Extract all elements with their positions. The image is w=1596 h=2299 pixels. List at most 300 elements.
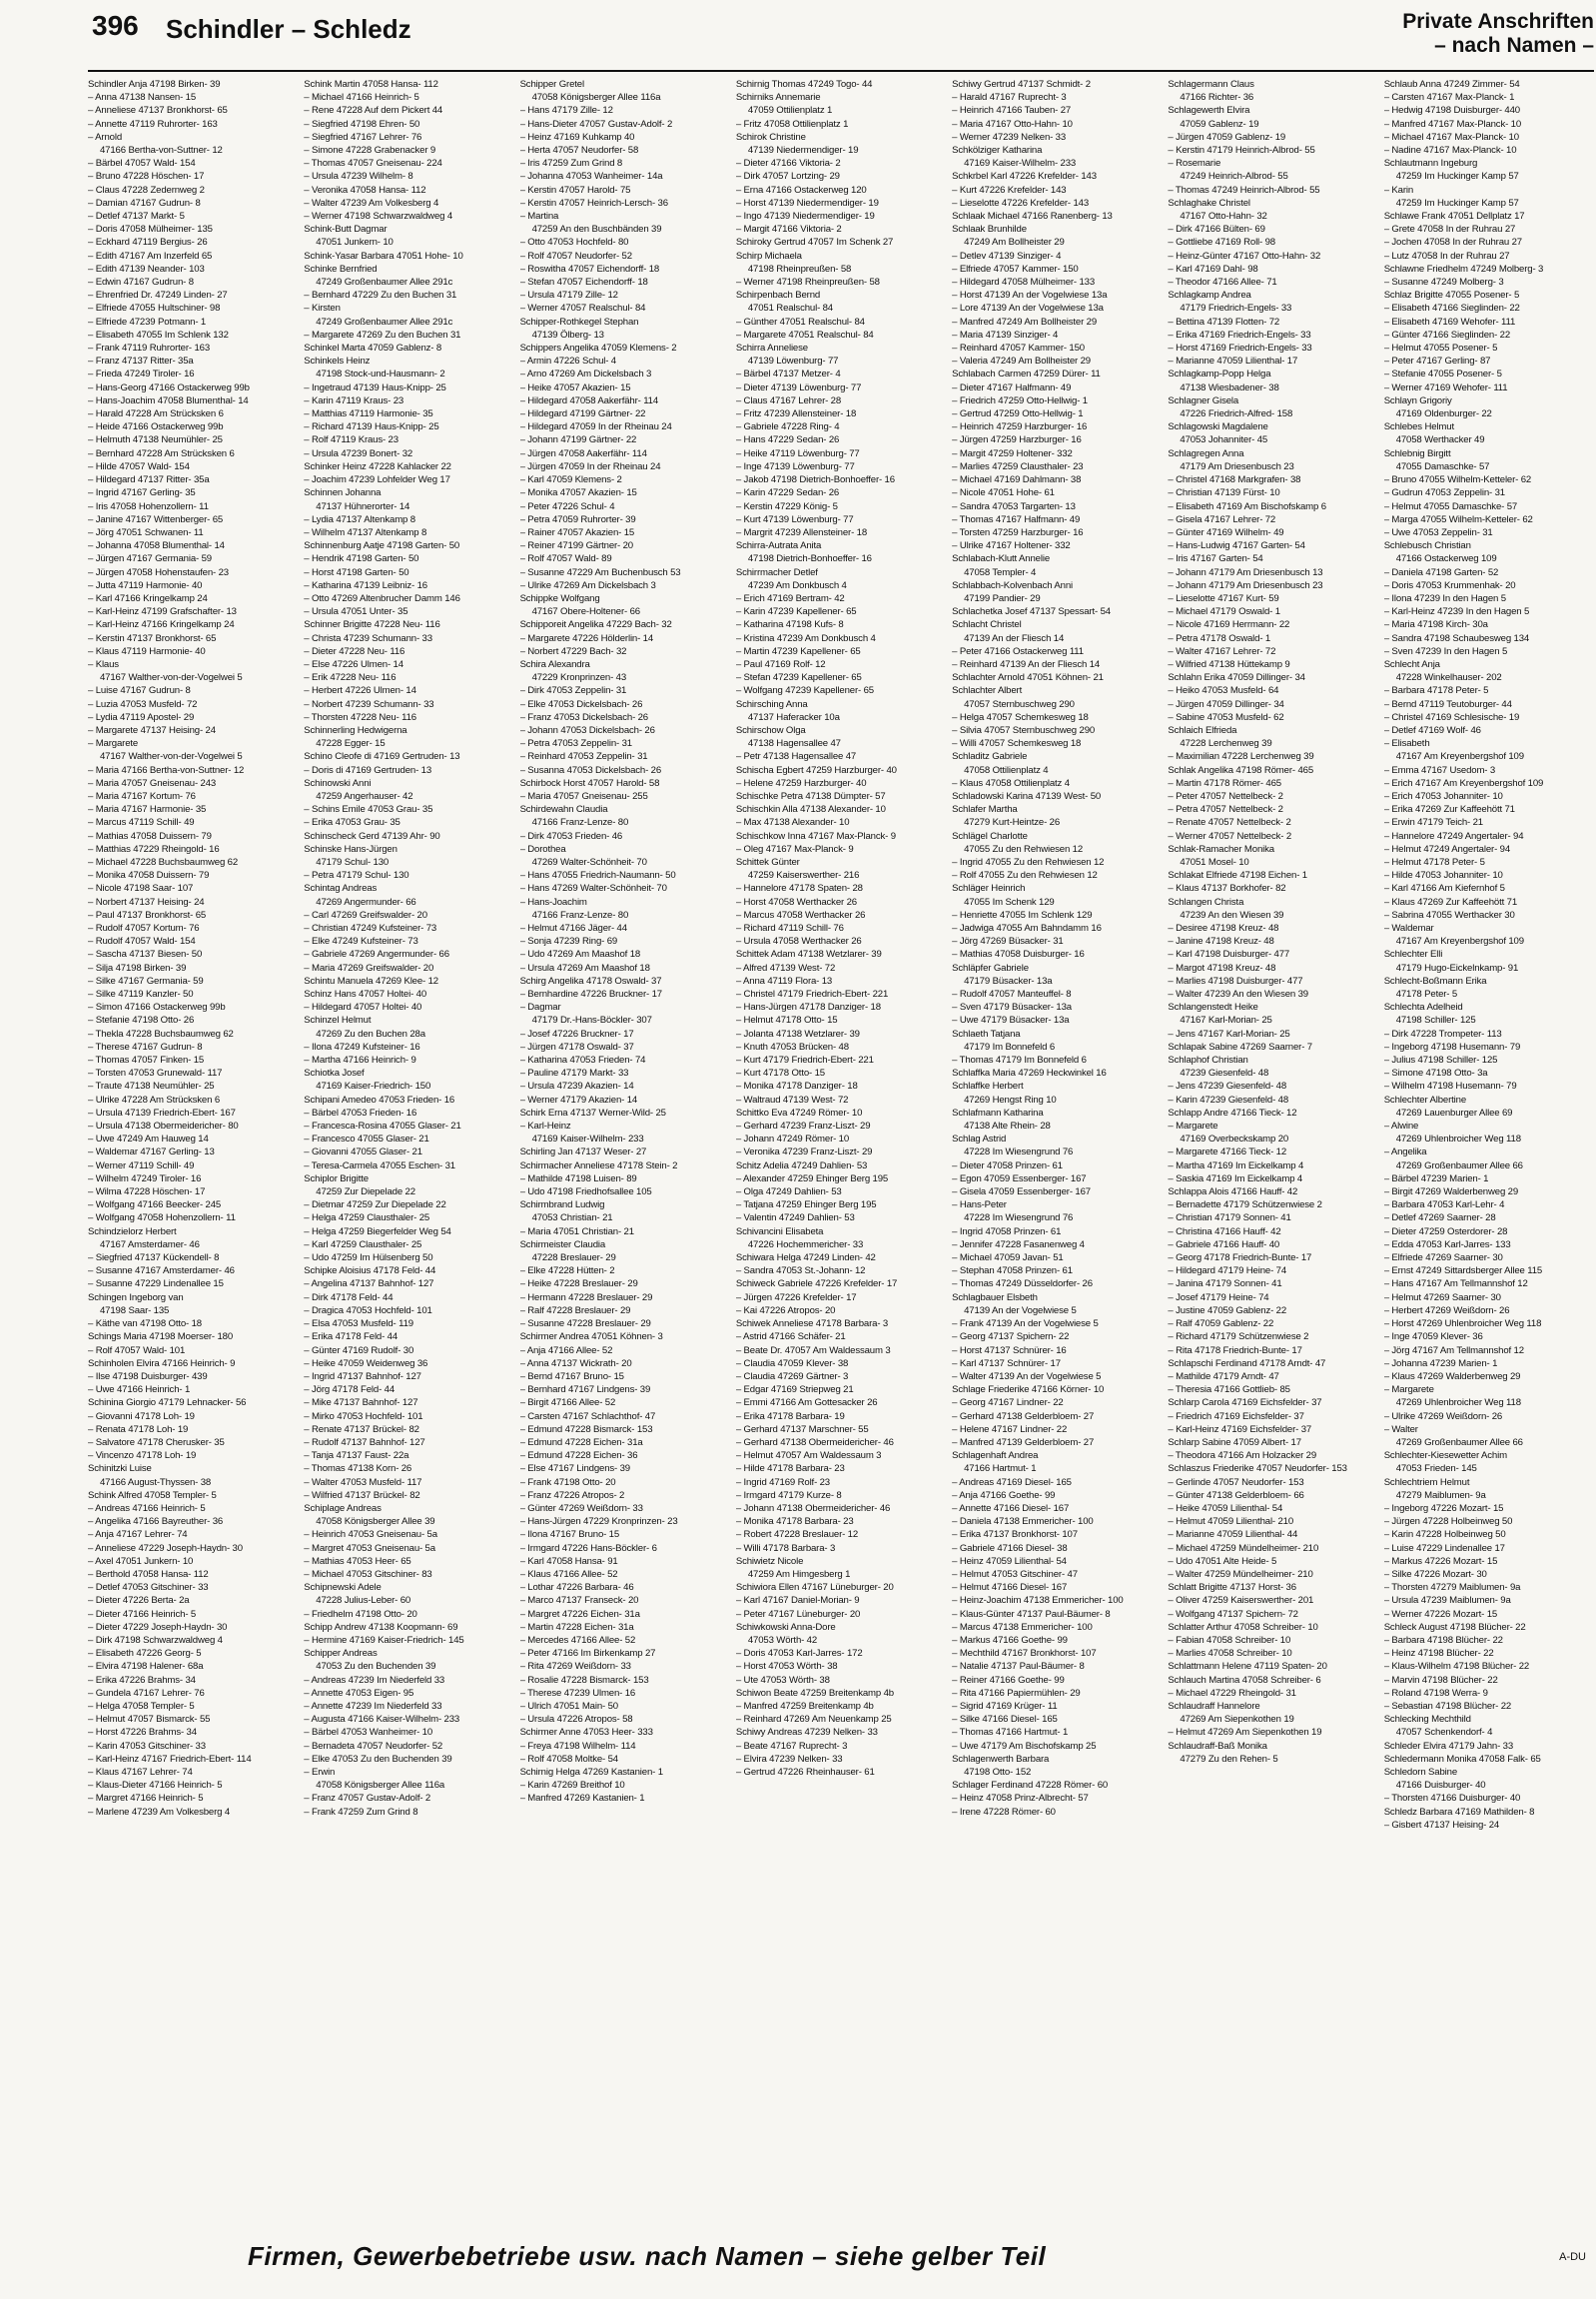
directory-entry: – Gerhard 47138 Gelderbloem- 27	[952, 1410, 1095, 1422]
directory-entry: 47139 An der Vogelwiese 5	[964, 1304, 1077, 1316]
directory-entry: 47055 Damaschke- 57	[1395, 460, 1490, 472]
directory-entry: Schinkels Heinz	[304, 356, 371, 368]
directory-entry: – Anja 47167 Lehrer- 74	[88, 1529, 188, 1541]
directory-entry: 47198 Schiller- 125	[1395, 1015, 1476, 1027]
directory-entry: Schipp Andrew 47138 Koopmann- 69	[304, 1621, 458, 1633]
directory-entry: Schino Cleofe di 47169 Gertruden- 13	[304, 751, 460, 763]
directory-entry: – Erich 47167 Am Kreyenbergshof 109	[1383, 777, 1544, 789]
directory-entry: Schinker Heinz 47228 Kahlacker 22	[304, 460, 451, 472]
directory-entry: – Ilse 47198 Duisburger- 439	[88, 1370, 208, 1382]
directory-entry: – Ursula 47138 Obermeidericher- 80	[88, 1121, 239, 1133]
directory-entry: – Thomas 47249 Heinrich-Albrod- 55	[1168, 184, 1320, 196]
directory-entry: 47198 Stock-und-Hausmann- 2	[316, 369, 445, 381]
directory-entry: – Ilona 47167 Bruno- 15	[519, 1529, 620, 1541]
directory-entry: 47166 Duisburger- 40	[1395, 1780, 1486, 1792]
directory-entry: – Mathias 47058 Duisburger- 16	[952, 949, 1085, 961]
directory-entry: – Annette 47053 Eigen- 95	[304, 1687, 414, 1699]
directory-entry: – Marlies 47259 Clausthaler- 23	[952, 460, 1084, 472]
directory-entry: Schlarp Carola 47169 Eichsfelder- 37	[1168, 1397, 1322, 1409]
directory-entry: – Janina 47179 Sonnen- 41	[1168, 1278, 1282, 1290]
directory-entry: – Margit 47166 Viktoria- 2	[735, 224, 842, 236]
directory-entry: 47259 Am Himgesberg 1	[747, 1568, 851, 1580]
directory-entry: – Ernst 47249 Sittardsberger Allee 115	[1383, 1265, 1543, 1277]
directory-entry: – Frank 47119 Ruhrorter- 163	[88, 343, 211, 355]
directory-entry: – Michael 47179 Oswald- 1	[1168, 606, 1280, 618]
directory-entry: 47138 Alte Rhein- 28	[964, 1121, 1051, 1133]
directory-entry: – Iris 47058 Hohenzollern- 11	[88, 500, 209, 512]
directory-entry: – Rudolf 47057 Kortum- 76	[88, 923, 200, 934]
directory-entry: – Claus 47228 Zedernweg 2	[88, 184, 205, 196]
directory-entry: – Franz 47226 Atropos- 2	[519, 1489, 625, 1501]
directory-entry: – Hildegard 47179 Heine- 74	[1168, 1265, 1287, 1277]
directory-entry: – Dirk 47053 Zeppelin- 31	[519, 685, 627, 697]
directory-entry: – Horst 47226 Brahms- 34	[88, 1727, 197, 1739]
directory-entry: – Heike 47059 Lilienthal- 54	[1168, 1502, 1283, 1514]
directory-entry: Schläpfer Gabriele	[952, 962, 1029, 974]
directory-entry: 47167 Obere-Holtener- 66	[531, 606, 640, 618]
directory-entry: – Doris 47053 Krummenhak- 20	[1383, 579, 1516, 591]
directory-entry: – Ulrike 47167 Holtener- 332	[952, 540, 1071, 552]
directory-entry: – Heinz 47059 Lilienthal- 54	[952, 1555, 1067, 1567]
directory-entry: – Simone 47198 Otto- 3a	[1383, 1068, 1488, 1080]
directory-entry: 47259 An den Buschbänden 39	[531, 224, 662, 236]
directory-entry: 47169 Overbeckskamp 20	[1180, 1134, 1289, 1146]
directory-entry: – Sascha 47137 Biesen- 50	[88, 949, 203, 961]
directory-entry: Schipporeit Angelika 47229 Bach- 32	[519, 619, 672, 631]
directory-entry: Schirsching Anna	[735, 698, 808, 710]
directory-entry: – Gundela 47167 Lehrer- 76	[88, 1687, 205, 1699]
directory-entry: – Ursula 47226 Atropos- 58	[519, 1714, 633, 1726]
directory-entry: – Jürgen 47226 Krefelder- 17	[735, 1291, 857, 1303]
directory-entry: – Freya 47198 Wilhelm- 114	[519, 1740, 636, 1752]
directory-entry: – Detlef 47053 Gitschiner- 33	[88, 1582, 209, 1594]
directory-entry: – Reinhard 47057 Kammer- 150	[952, 343, 1085, 355]
directory-entry: – Walter	[1383, 1423, 1418, 1435]
directory-entry: – Roswitha 47057 Eichendorff- 18	[519, 263, 660, 275]
directory-entry: Schiwiora Ellen 47167 Lüneburger- 20	[735, 1582, 894, 1594]
directory-entry: – Horst 47169 Friedrich-Engels- 33	[1168, 343, 1312, 355]
directory-entry: Schlafmann Katharina	[952, 1107, 1044, 1119]
directory-entry: – Monika 47178 Danziger- 18	[735, 1081, 858, 1093]
directory-entry: – Ingrid 47137 Bahnhof- 127	[304, 1370, 421, 1382]
directory-entry: – Willi 47178 Barbara- 3	[735, 1542, 836, 1554]
directory-entry: Schlautmann Ingeburg	[1383, 158, 1478, 170]
directory-entry: – Kerstin 47137 Bronkhorst- 65	[88, 632, 217, 644]
directory-entry: Schirmacher Anneliese 47178 Stein- 2	[519, 1159, 678, 1171]
directory-entry: Schirra Anneliese	[735, 343, 808, 355]
directory-entry: – Werner 47239 Nelken- 33	[952, 131, 1067, 143]
directory-entry: – Edda 47053 Karl-Jarres- 133	[1383, 1238, 1511, 1250]
directory-entry: – Helga 47058 Templer- 5	[88, 1700, 195, 1712]
directory-entry: – Dirk 47198 Schwarzwaldweg 4	[88, 1634, 223, 1646]
directory-entry: Schlagkamp-Popp Helga	[1168, 369, 1271, 381]
directory-entry: – Erik 47228 Neu- 116	[304, 672, 397, 684]
directory-entry: 47167 Otto-Hahn- 32	[1180, 211, 1267, 223]
directory-entry: – Friedrich 47169 Eichsfelder- 37	[1168, 1410, 1304, 1422]
directory-entry: 47051 Realschul- 84	[747, 303, 833, 315]
directory-entry: Schirnig Thomas 47249 Togo- 44	[735, 79, 873, 90]
directory-entry: – Else 47167 Lindgens- 39	[519, 1463, 630, 1475]
directory-entry: – Werner 47057 Nettelbeck- 2	[1168, 830, 1292, 842]
directory-entry: Schirnig Helga 47269 Kastanien- 1	[519, 1767, 663, 1778]
directory-entry: – Lore 47139 An der Vogelwiese 13a	[952, 303, 1104, 315]
directory-entry: – Karin 47239 Giesenfeld- 48	[1168, 1094, 1289, 1106]
directory-entry: 47179 Friedrich-Engels- 33	[1180, 303, 1292, 315]
directory-entry: – Ilona 47239 In den Hagen 5	[1383, 592, 1506, 604]
directory-entry: – Jörg 47167 Am Tellmannshof 12	[1383, 1344, 1524, 1356]
directory-entry: – Silke 47119 Kanzler- 50	[88, 989, 194, 1001]
directory-entry: – Bruno 47228 Höschen- 17	[88, 171, 205, 183]
directory-entry: – Gabriele 47228 Ring- 4	[735, 421, 840, 433]
directory-entry: – Ingrid 47169 Rolf- 23	[735, 1476, 830, 1488]
directory-entry: – Dietmar 47259 Zur Diepelade 22	[304, 1199, 446, 1211]
directory-entry: Schirok Christine	[735, 131, 806, 143]
directory-entry: 47259 Im Huckinger Kamp 57	[1395, 197, 1519, 209]
directory-entry: – Dirk 47057 Lortzing- 29	[735, 171, 840, 183]
directory-entry: Schlabbach-Kolvenbach Anni	[952, 579, 1074, 591]
directory-entry: – Udo 47259 Im Hülsenberg 50	[304, 1252, 433, 1264]
directory-entry: – Friedhelm 47198 Otto- 20	[304, 1608, 417, 1620]
directory-entry: – Uwe 47053 Zeppelin- 31	[1383, 526, 1493, 538]
directory-entry: – Helmut 47057 Am Waldessaum 3	[735, 1450, 882, 1462]
directory-entry: – Ursula 47239 Akazien- 14	[519, 1081, 634, 1093]
directory-entry: – Kerstin 47057 Heinrich-Lersch- 36	[519, 197, 668, 209]
directory-entry: – Marlies 47058 Schreiber- 10	[1168, 1648, 1292, 1660]
directory-entry: – Herta 47057 Neudorfer- 58	[519, 145, 639, 157]
directory-entry: – Lieselotte 47167 Kurt- 59	[1168, 592, 1279, 604]
directory-entry: – Rolf 47057 Wald- 89	[519, 553, 612, 565]
directory-entry: – Horst 47139 An der Vogelwiese 13a	[952, 290, 1108, 302]
directory-entry: – Petra 47057 Nettelbeck- 2	[1168, 804, 1283, 816]
directory-entry: – Peter 47057 Nettelbeck- 2	[1168, 790, 1283, 802]
directory-entry: – Beate 47167 Ruprecht- 3	[735, 1740, 848, 1752]
directory-entry: – Doris di 47169 Gertruden- 13	[304, 764, 432, 776]
directory-entry: – Johann 47199 Gärtner- 22	[519, 434, 637, 446]
directory-entry: – Jürgen 47058 Aakerfähr- 114	[519, 447, 647, 459]
directory-entry: – Karl-Heinz 47167 Friedrich-Ebert- 114	[88, 1753, 252, 1765]
directory-entry: – Renate 47137 Brückel- 82	[304, 1423, 419, 1435]
directory-entry: – Gabriele 47166 Diesel- 38	[952, 1542, 1068, 1554]
directory-entry: – Roland 47198 Werra- 9	[1383, 1687, 1488, 1699]
directory-entry: – Jürgen 47178 Oswald- 37	[519, 1041, 634, 1053]
directory-entry: – Ursula 47051 Unter- 35	[304, 606, 408, 618]
directory-entry: – Klaus 47058 Ottilienplatz 4	[952, 777, 1070, 789]
directory-entry: – Karl-Heinz 47239 In den Hagen 5	[1383, 606, 1530, 618]
directory-entry: – Horst 47269 Uhlenbroicher Weg 118	[1383, 1318, 1542, 1330]
directory-entry: – Jörg 47269 Büsacker- 31	[952, 936, 1064, 948]
directory-entry: – Jürgen 47059 In der Rheinau 24	[519, 460, 661, 472]
directory-entry: – Hans-Georg 47166 Ostackerweg 99b	[88, 382, 250, 393]
directory-entry: – Carl 47269 Greifswalder- 20	[304, 909, 427, 921]
directory-entry: Schink-Butt Dagmar	[304, 224, 388, 236]
directory-entry: – Peter 47167 Lüneburger- 20	[735, 1608, 861, 1620]
directory-entry: – Elfriede 47239 Potmann- 1	[88, 316, 207, 328]
directory-entry: – Maria 47139 Sinziger- 4	[952, 329, 1059, 341]
directory-entry: – Horst 47053 Wörth- 38	[735, 1661, 838, 1673]
directory-entry: – Siegfried 47198 Ehren- 50	[304, 118, 420, 130]
directory-entry: Schlechter-Kiesewetter Achim	[1383, 1450, 1507, 1462]
directory-entry: – Giovanni 47055 Glaser- 21	[304, 1147, 422, 1158]
directory-entry: – Michael 47059 Javan- 51	[952, 1252, 1064, 1264]
directory-entry: – Helene 47167 Lindner- 22	[952, 1423, 1068, 1435]
directory-entry: Schirbock Horst 47057 Harold- 58	[519, 777, 660, 789]
directory-entry: – Wilfried 47138 Hüttekamp 9	[1168, 658, 1290, 670]
directory-entry: – Else 47226 Ulmen- 14	[304, 658, 403, 670]
directory-entry: 47199 Pandier- 29	[964, 592, 1041, 604]
directory-entry: – Mercedes 47166 Allee- 52	[519, 1634, 636, 1646]
directory-entry: – Gerlinde 47057 Neudorfer- 153	[1168, 1476, 1304, 1488]
directory-entry: – Josef 47179 Heine- 74	[1168, 1291, 1269, 1303]
directory-entry: – Katharina 47198 Kufs- 8	[735, 619, 844, 631]
directory-entry: – Anneliese 47137 Bronkhorst- 65	[88, 105, 228, 117]
directory-entry: – Martha 47169 Im Eickelkamp 4	[1168, 1159, 1304, 1171]
directory-entry: 47269 Uhlenbroicher Weg 118	[1395, 1134, 1521, 1146]
directory-entry: – Dieter 47259 Osterdorer- 28	[1383, 1225, 1508, 1237]
directory-entry: – Horst 47058 Werthacker 26	[735, 896, 857, 908]
directory-entry: Schiwara Helga 47249 Linden- 42	[735, 1252, 876, 1264]
directory-entry: – Frank 47259 Zum Grind 8	[304, 1806, 418, 1818]
directory-entry: – Susanna 47053 Dickelsbach- 26	[519, 764, 662, 776]
directory-entry: Schlage Friederike 47166 Körner- 10	[952, 1384, 1105, 1396]
directory-entry: Schlafer Martha	[952, 804, 1018, 816]
directory-entry: – Arnold	[88, 131, 123, 143]
directory-entry: – Werner 47226 Mozart- 15	[1383, 1608, 1498, 1620]
directory-entry: – Georg 47137 Spichern- 22	[952, 1331, 1070, 1343]
directory-entry: – Ingrid 47058 Prinzen- 61	[952, 1225, 1062, 1237]
directory-entry: – Gerhard 47137 Marschner- 55	[735, 1423, 869, 1435]
directory-entry: Schlagbauer Elsbeth	[952, 1291, 1038, 1303]
directory-entry: 47228 Im Wiesengrund 76	[964, 1212, 1074, 1224]
directory-entry: – Augusta 47166 Kaiser-Wilhelm- 233	[304, 1714, 460, 1726]
directory-entry: – Valeria 47249 Am Bollheister 29	[952, 356, 1091, 368]
directory-entry: – Siegfried 47137 Kückendell- 8	[88, 1252, 220, 1264]
directory-entry: – Richard 47139 Haus-Knipp- 25	[304, 421, 439, 433]
directory-entry: 47167 Walther-von-der-Vogelwei 5	[100, 751, 243, 763]
directory-entry: – Johanna 47058 Blumenthal- 14	[88, 540, 225, 552]
directory-entry: – Emmi 47166 Am Gottesacker 26	[735, 1397, 878, 1409]
directory-entry: – Sebastian 47198 Blücher- 22	[1383, 1700, 1512, 1712]
directory-entry: 47269 Angermunder- 66	[316, 896, 416, 908]
directory-entry: Schirling Jan 47137 Weser- 27	[519, 1147, 647, 1158]
directory-entry: – Matthias 47229 Rheingold- 16	[88, 843, 220, 855]
directory-entry: 47279 Maiblumen- 9a	[1395, 1489, 1486, 1501]
directory-entry: – Susanne 47229 Am Buchenbusch 53	[519, 566, 681, 578]
directory-entry: – Rosalie 47228 Bismarck- 153	[519, 1674, 649, 1686]
directory-entry: – Elisabeth 47169 Am Bischofskamp 6	[1168, 500, 1326, 512]
directory-entry: – Silke 47167 Germania- 59	[88, 975, 204, 987]
directory-entry: – Marcus 47058 Werthacker 26	[735, 909, 866, 921]
directory-entry: – Hendrik 47198 Garten- 50	[304, 553, 419, 565]
directory-entry: – Berthold 47058 Hansa- 112	[88, 1568, 209, 1580]
directory-entry: – Frieda 47249 Tiroler- 16	[88, 369, 195, 381]
directory-entry: – Hildegard 47057 Holtei- 40	[304, 1002, 422, 1014]
directory-entry: – Fritz 47239 Allensteiner- 18	[735, 408, 857, 420]
directory-entry: – Reiner 47199 Gärtner- 20	[519, 540, 633, 552]
directory-entry: – Renata 47178 Loh- 19	[88, 1423, 189, 1435]
directory-entry: 47226 Friedrich-Alfred- 158	[1180, 408, 1293, 420]
directory-entry: – Karl-Heinz 47166 Kringelkamp 24	[88, 619, 235, 631]
header-divider	[88, 70, 1594, 72]
directory-entry: Schledz Barbara 47169 Mathilden- 8	[1383, 1806, 1535, 1818]
directory-entry: – Traute 47138 Neumühler- 25	[88, 1081, 215, 1093]
directory-entry: 47269 Am Siepenkothen 19	[1180, 1714, 1294, 1726]
directory-entry: – Dieter 47229 Joseph-Haydn- 30	[88, 1621, 228, 1633]
directory-entry: – Erika 47178 Feld- 44	[304, 1331, 399, 1343]
directory-entry: – Martha 47166 Heinrich- 9	[304, 1055, 416, 1067]
directory-entry: – Irmgard 47226 Hans-Böckler- 6	[519, 1542, 657, 1554]
directory-entry: – Wolfgang 47058 Hohenzollern- 11	[88, 1212, 236, 1224]
directory-entry: – Michael 47053 Gitschiner- 83	[304, 1568, 432, 1580]
directory-entry: – Gudrun 47053 Zeppelin- 31	[1383, 487, 1505, 499]
directory-entry: Schiwy Andreas 47239 Nelken- 33	[735, 1727, 878, 1739]
directory-entry: 47169 Oldenburger- 22	[1395, 408, 1492, 420]
directory-entry: – Maria 47167 Otto-Hahn- 10	[952, 118, 1073, 130]
directory-entry: – Willi 47057 Schemkesweg 18	[952, 738, 1082, 750]
directory-entry: – Bärbel 47053 Frieden- 16	[304, 1107, 417, 1119]
directory-entry: – Helga 47259 Biegerfelder Weg 54	[304, 1225, 451, 1237]
directory-entry: Schlahn Erika 47059 Dillinger- 34	[1168, 672, 1305, 684]
directory-entry: – Uwe 47249 Am Hauweg 14	[88, 1134, 209, 1146]
directory-entry: – Klaus 47166 Allee- 52	[519, 1568, 618, 1580]
directory-entry: – Tatjana 47259 Ehinger Berg 195	[735, 1199, 877, 1211]
directory-entry: – Inge 47139 Löwenburg- 77	[735, 460, 855, 472]
directory-entry: – Rolf 47119 Kraus- 23	[304, 434, 399, 446]
directory-entry: – Hilde 47053 Johanniter- 10	[1383, 870, 1503, 882]
directory-entry: 47059 Gablenz- 19	[1180, 118, 1259, 130]
directory-entry: – Uwe 47166 Heinrich- 1	[88, 1384, 191, 1396]
directory-entry: Schlechtriem Helmut	[1383, 1476, 1470, 1488]
directory-entry: Schlawne Friedhelm 47249 Molberg- 3	[1383, 263, 1544, 275]
directory-entry: – Margrit 47239 Allensteiner- 18	[735, 526, 868, 538]
directory-entry: – Jürgen 47059 Gablenz- 19	[1168, 131, 1286, 143]
directory-entry: – Annette 47239 Im Niederfeld 33	[304, 1700, 442, 1712]
directory-entry: 47249 Heinrich-Albrod- 55	[1180, 171, 1288, 183]
directory-entry: Schindzielorz Herbert	[88, 1225, 177, 1237]
directory-entry: – Katharina 47053 Frieden- 74	[519, 1055, 646, 1067]
directory-entry: – Hans 47167 Am Tellmannshof 12	[1383, 1278, 1528, 1290]
directory-entry: Schiwek Anneliese 47178 Barbara- 3	[735, 1318, 889, 1330]
directory-entry: Schlatt Brigitte 47137 Horst- 36	[1168, 1582, 1296, 1594]
directory-entry: 47239 Am Donkbusch 4	[747, 579, 847, 591]
directory-entry: 47249 Großenbaumer Allee 291c	[316, 316, 453, 328]
directory-entry: 47139 Niedermendiger- 19	[747, 145, 859, 157]
directory-entry: Schlagewerth Elvira	[1168, 105, 1250, 117]
directory-entry: – Sven 47179 Büsacker- 13a	[952, 1002, 1072, 1014]
directory-entry: – Pauline 47179 Markt- 33	[519, 1068, 629, 1080]
directory-entry: 47249 Am Bollheister 29	[964, 237, 1065, 249]
directory-entry: – Heike 47057 Akazien- 15	[519, 382, 631, 393]
directory-entry: – Petra 47053 Zeppelin- 31	[519, 738, 632, 750]
directory-entry: – Susanne 47167 Amsterdamer- 46	[88, 1265, 235, 1277]
directory-entry: 47053 Frieden- 145	[1395, 1463, 1477, 1475]
directory-entry: – Rita 47166 Papiermühlen- 29	[952, 1687, 1081, 1699]
directory-entry: – Jolanta 47138 Wetzlarer- 39	[735, 1028, 860, 1040]
directory-entry: Schirrmacher Detlef	[735, 566, 818, 578]
directory-entry: Schira Alexandra	[519, 658, 590, 670]
directory-entry: – Vincenzo 47178 Loh- 19	[88, 1450, 197, 1462]
directory-entry: – Anja 47166 Goethe- 99	[952, 1489, 1056, 1501]
directory-entry: 47179 Dr.-Hans-Böckler- 307	[531, 1015, 652, 1027]
directory-entry: Schiwkowski Anna-Dore	[735, 1621, 836, 1633]
directory-entry: – Justine 47059 Gablenz- 22	[1168, 1304, 1287, 1316]
directory-entry: – Karl-Heinz	[519, 1121, 571, 1133]
directory-entry: – Gisela 47167 Lehrer- 72	[1168, 513, 1276, 525]
directory-entry: – Frank 47198 Otto- 20	[519, 1476, 616, 1488]
directory-entry: – Luise 47229 Lindenallee 17	[1383, 1542, 1505, 1554]
directory-entry: – Maria 47057 Gneisenau- 255	[519, 790, 648, 802]
directory-entry: Schlechter Albertine	[1383, 1094, 1467, 1106]
directory-entry: – Kai 47226 Atropos- 20	[735, 1304, 836, 1316]
directory-entry: – Wilhelm 47249 Tiroler- 16	[88, 1172, 202, 1184]
directory-entry: – Thomas 47138 Korn- 26	[304, 1463, 412, 1475]
directory-entry: – Elisabeth 47166 Sieglinden- 22	[1383, 303, 1520, 315]
directory-entry: – Margret 47053 Gneisenau- 5a	[304, 1542, 435, 1554]
directory-entry: 47058 Königsberger Allee 116a	[316, 1780, 445, 1792]
directory-entry: – Hans 47179 Zille- 12	[519, 105, 613, 117]
directory-entry: – Elsa 47053 Musfeld- 119	[304, 1318, 413, 1330]
directory-entry: Schiotka Josef	[304, 1068, 365, 1080]
directory-entry: – Ulrike 47269 Am Dickelsbach 3	[519, 579, 656, 591]
directory-entry: 47053 Zu den Buchenden 39	[316, 1661, 436, 1673]
directory-entry: – Natalie 47137 Paul-Bäumer- 8	[952, 1661, 1085, 1673]
directory-entry: – Rolf 47058 Moltke- 54	[519, 1753, 618, 1765]
directory-entry: – Barbara 47178 Peter- 5	[1383, 685, 1489, 697]
directory-entry: – Maria 47167 Harmonie- 35	[88, 804, 207, 816]
directory-entry: Schinz Hans 47057 Holtei- 40	[304, 989, 427, 1001]
directory-entry: – Wilhelm 47198 Husemann- 79	[1383, 1081, 1517, 1093]
directory-entry: 47051 Mosel- 10	[1180, 856, 1249, 868]
directory-entry: – Karin 47229 Sedan- 26	[735, 487, 840, 499]
directory-entry: – Rolf 47057 Wald- 101	[88, 1344, 186, 1356]
directory-entry: Schlecht Anja	[1383, 658, 1440, 670]
directory-entry: – Christian 47179 Sonnen- 41	[1168, 1212, 1291, 1224]
directory-entry: – Ingrid 47055 Zu den Rehwiesen 12	[952, 856, 1105, 868]
directory-entry: – Peter 47166 Im Birkenkamp 27	[519, 1648, 656, 1660]
directory-entry: – Michael 47167 Max-Planck- 10	[1383, 131, 1519, 143]
directory-entry: – Robert 47228 Breslauer- 12	[735, 1529, 859, 1541]
directory-entry: – Dorothea	[519, 843, 566, 855]
directory-entry: – Matthias 47119 Harmonie- 35	[304, 408, 433, 420]
directory-entry: Schinina Giorgio 47179 Lehnacker- 56	[88, 1397, 247, 1409]
directory-entry: – Karl 47058 Hansa- 91	[519, 1555, 618, 1567]
directory-entry: – Bärbel 47239 Marien- 1	[1383, 1172, 1489, 1184]
directory-entry: – Silke 47226 Mozart- 30	[1383, 1568, 1487, 1580]
directory-entry: – Dirk 47053 Frieden- 46	[519, 830, 623, 842]
directory-entry: – Klaus-Wilhelm 47198 Blücher- 22	[1383, 1661, 1530, 1673]
directory-entry: Schlapak Sabine 47269 Saarner- 7	[1168, 1041, 1312, 1053]
directory-entry: Schlabach-Klutt Annelie	[952, 553, 1051, 565]
directory-entry: – Christian 47139 Fürst- 10	[1168, 487, 1280, 499]
directory-entry: – Manfred 47269 Kastanien- 1	[519, 1793, 645, 1805]
directory-entry: – Werner 47198 Schwarzwaldweg 4	[304, 211, 453, 223]
directory-entry: – Kerstin 47229 König- 5	[735, 500, 838, 512]
directory-entry: 47138 Wiesbadener- 38	[1180, 382, 1279, 393]
directory-entry: – Ursula 47239 Maiblumen- 9a	[1383, 1595, 1511, 1607]
directory-entry: – Astrid 47166 Schäfer- 21	[735, 1331, 846, 1343]
directory-entry: Schirk Erna 47137 Werner-Wild- 25	[519, 1107, 666, 1119]
directory-entry: – Marlene 47239 Am Volkesberg 4	[88, 1806, 231, 1818]
directory-entry: – Margarete	[1168, 1121, 1218, 1133]
directory-entry: Schladowski Karina 47139 West- 50	[952, 790, 1102, 802]
directory-entry: – Christina 47166 Hauff- 42	[1168, 1225, 1281, 1237]
directory-entry: – Edmund 47228 Eichen- 31a	[519, 1436, 643, 1448]
directory-entry: – Hilde 47178 Barbara- 23	[735, 1463, 845, 1475]
directory-entry: – Marcus 47138 Emmericher- 100	[952, 1621, 1093, 1633]
directory-entry: – Karl 47259 Clausthaler- 25	[304, 1238, 422, 1250]
directory-entry: – Johann 47138 Obermeidericher- 46	[735, 1502, 891, 1514]
directory-entry: – Armin 47226 Schul- 4	[519, 356, 616, 368]
directory-entry: – Nicole 47169 Herrmann- 22	[1168, 619, 1290, 631]
